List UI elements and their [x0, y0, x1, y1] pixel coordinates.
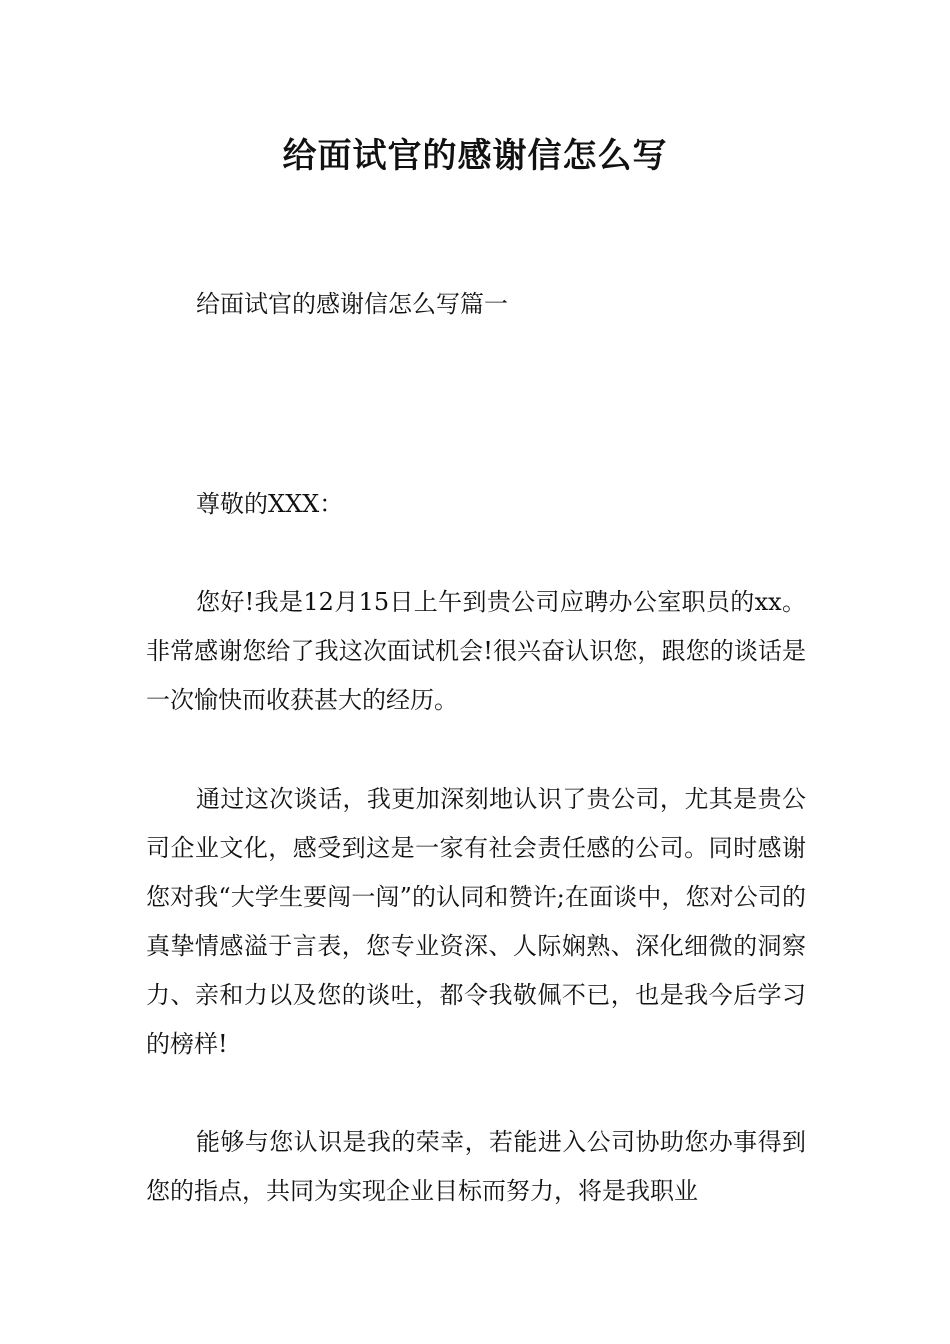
letter-paragraph: 能够与您认识是我的荣幸，若能进入公司协助您办事得到您的指点，共同为实现企业目标而努力，将是我职业 — [146, 1128, 806, 1205]
document-title: 给面试官的感谢信怎么写 — [282, 136, 668, 176]
letter-paragraph: 通过这次谈话，我更加深刻地认识了贵公司，尤其是贵公司企业文化，感受到这是一家有社会责任感的公司。同时感谢您对我“大学生要闯一闯”的认同和赞许;在面谈中，您对公司的真挚情感溢于言表，您专业资深、人际娴熟、深化细微的洞察力、亲和力以及您的谈吐，都令我敬佩不已，也是我今后学习的榜样! — [146, 785, 806, 1058]
letter-salutation: 尊敬的XXX： — [196, 490, 344, 518]
letter-paragraph: 您好!我是12月15日上午到贵公司应聘办公室职员的xx。非常感谢您给了我这次面试机会!很兴奋认识您，跟您的谈话是一次愉快而收获甚大的经历。 — [146, 588, 806, 714]
section-heading: 给面试官的感谢信怎么写篇一 — [196, 290, 508, 318]
